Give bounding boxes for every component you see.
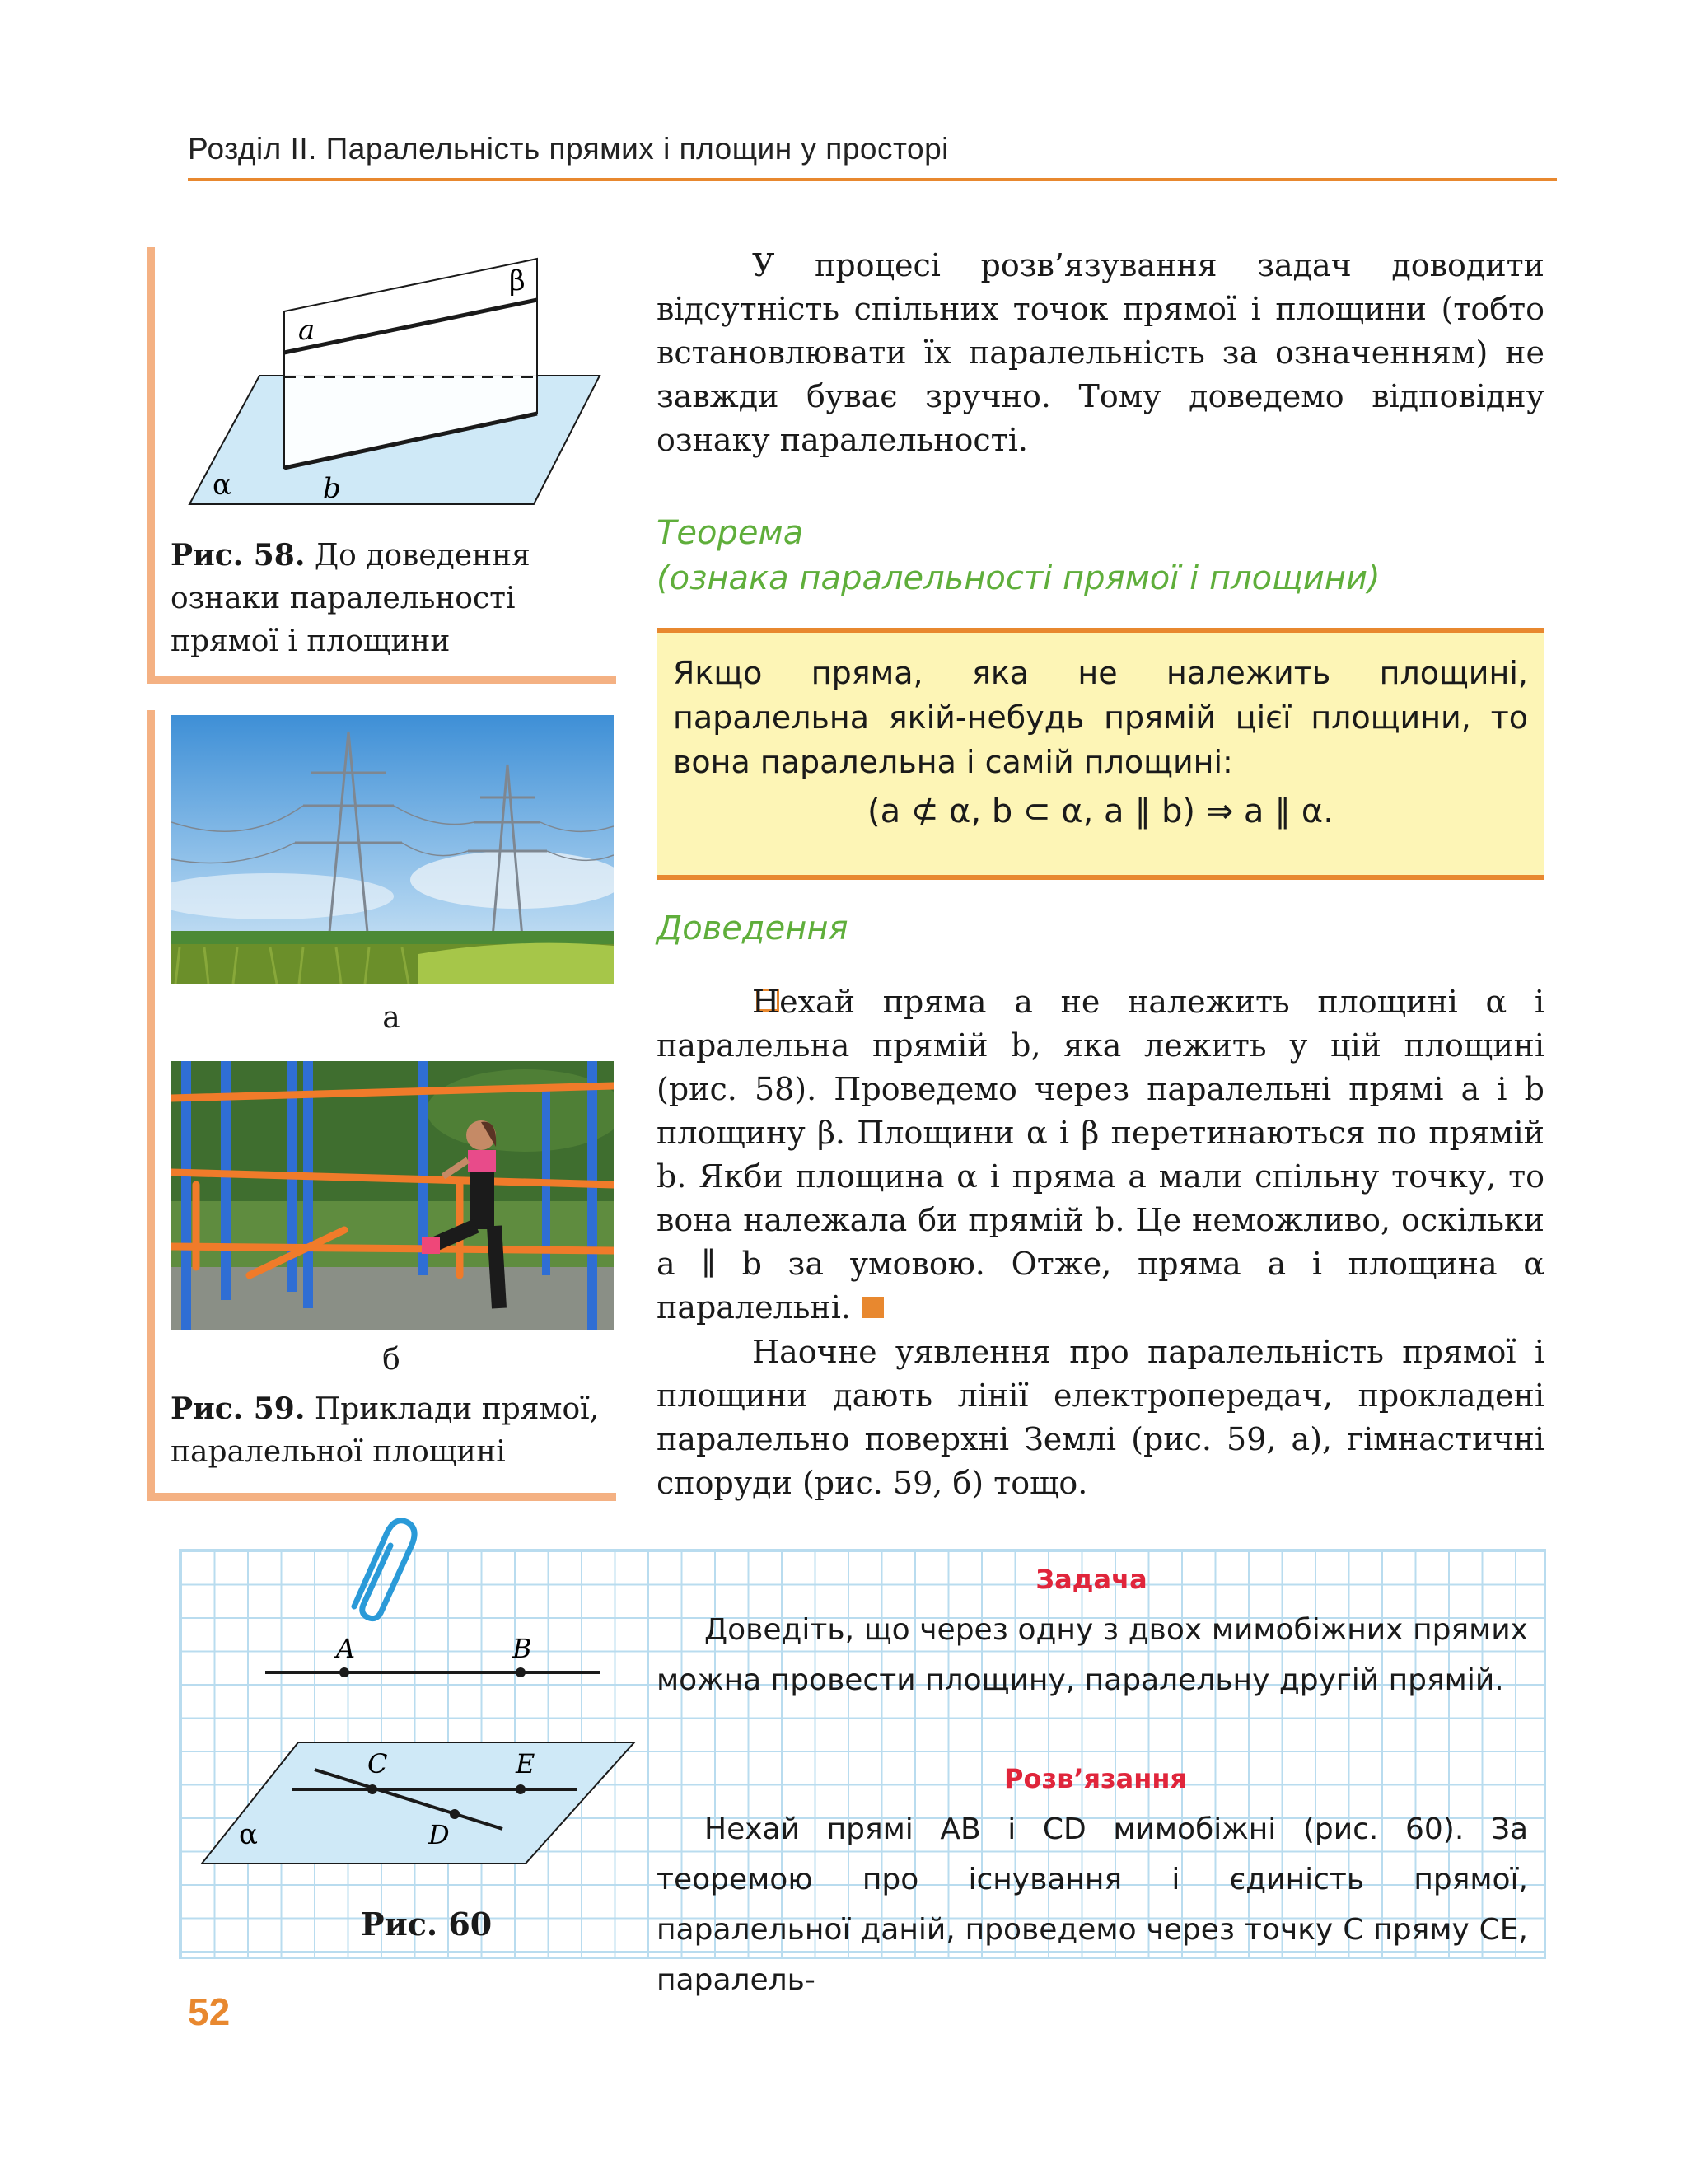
photo-a-label: а bbox=[382, 1001, 400, 1035]
point-C bbox=[367, 1784, 377, 1794]
figure-60-caption: Рис. 60 bbox=[361, 1906, 493, 1943]
point-D bbox=[450, 1809, 460, 1819]
figure-58-caption bbox=[171, 534, 533, 663]
sidebar-bar-fig59-vertical bbox=[147, 710, 155, 1501]
point-A bbox=[339, 1667, 349, 1677]
theorem-heading bbox=[657, 511, 1544, 601]
paperclip-icon bbox=[329, 1516, 420, 1623]
page-number: 52 bbox=[188, 1990, 231, 2033]
label-b: b bbox=[323, 472, 341, 505]
solution-text: Нехай прямі AB і CD мимобіжні (рис. 60). За теоремою про існування і єдиність прямої, паралельної даній, проведемо через точку C пряму CE, паралель- bbox=[657, 1812, 1528, 1997]
page-header bbox=[188, 132, 1555, 181]
intro-paragraph: У процесі розв’язування задач доводити відсутність спільних точок прямої і площини (тобто встановлювати їх паралельність за означенням) не завжди буває зручно. Тому доведемо відповідну ознаку паралельності. bbox=[657, 247, 1544, 458]
theorem-formula: (a ⊄ α, b ⊂ α, a ∥ b) ⇒ a ∥ α. bbox=[867, 793, 1334, 830]
figure-60-diagram bbox=[189, 1631, 651, 1878]
theorem-statement: Якщо пряма, яка не належить площині, паралельна якій-небудь прямій цієї площини, то вона паралельна і самій площині: bbox=[673, 655, 1528, 780]
point-B bbox=[516, 1667, 526, 1677]
figure-59-caption-label: Рис. 59. bbox=[171, 1391, 306, 1426]
figure-58-caption-text: До доведення ознаки паралельності прямої і площини bbox=[171, 539, 530, 658]
proof-heading: Доведення bbox=[657, 910, 848, 947]
sidebar-bar-fig59-bottom bbox=[147, 1493, 616, 1501]
photo-b-label: б bbox=[382, 1343, 400, 1377]
label-B: B bbox=[512, 1633, 532, 1664]
header-title: Розділ ІІ. Паралельність прямих і площин у просторі bbox=[188, 132, 949, 166]
label-alpha: α bbox=[213, 469, 231, 502]
illustration-paragraph: Наочне уявлення про паралельність прямої і площини дають лінії електропередач, прокладені паралельно поверхні Землі (рис. 59, а), гімнастичні споруди (рис. 59, б) тощо. bbox=[657, 1334, 1544, 1501]
label-alpha-60: α bbox=[239, 1818, 258, 1851]
task-heading: Задача bbox=[1035, 1564, 1147, 1595]
label-A: A bbox=[336, 1633, 356, 1664]
point-E bbox=[516, 1784, 526, 1794]
label-a: a bbox=[298, 314, 315, 347]
theorem-heading-line2: (ознака паралельності прямої і площини) bbox=[657, 559, 1381, 597]
proof-text: Нехай пряма a не належить площині α і паралельна прямій b, яка лежить у цій площині (рис. 58). Проведемо через паралельні прямі a і b площину β. Площини α і β перетинаються по прямій b. Якби площина α і пряма a мали спільну точку, то вона належала би прямій b. Це неможливо, оскільки a ∥ b за умовою. Отже, пряма a і площина α паралельні. bbox=[657, 984, 1544, 1326]
theorem-heading-line1: Теорема bbox=[657, 514, 804, 552]
figure-58-caption-label: Рис. 58. bbox=[171, 538, 306, 573]
label-beta: β bbox=[509, 264, 526, 297]
label-E: E bbox=[516, 1748, 535, 1779]
sidebar-bar-fig58-vertical bbox=[147, 247, 155, 684]
solution-heading: Розв’язання bbox=[1004, 1763, 1187, 1794]
photo-power-lines bbox=[171, 715, 614, 984]
figure-59-caption bbox=[171, 1387, 615, 1474]
label-C: C bbox=[367, 1748, 388, 1779]
label-D: D bbox=[428, 1819, 450, 1850]
sidebar-bar-fig58-bottom bbox=[147, 676, 616, 684]
header-rule bbox=[188, 178, 1557, 181]
proof-paragraph bbox=[657, 980, 1544, 1330]
figure-58-diagram bbox=[165, 247, 626, 519]
photo-gym-bars bbox=[171, 1061, 614, 1330]
task-statement: Доведіть, що через одну з двох мимобіжних прямих можна провести площину, паралельну другій прямій. bbox=[657, 1613, 1528, 1697]
proof-end-square bbox=[862, 1297, 884, 1318]
theorem-box bbox=[657, 628, 1544, 880]
figure-59-caption-text: Приклади прямої, паралельної площині bbox=[171, 1392, 600, 1469]
